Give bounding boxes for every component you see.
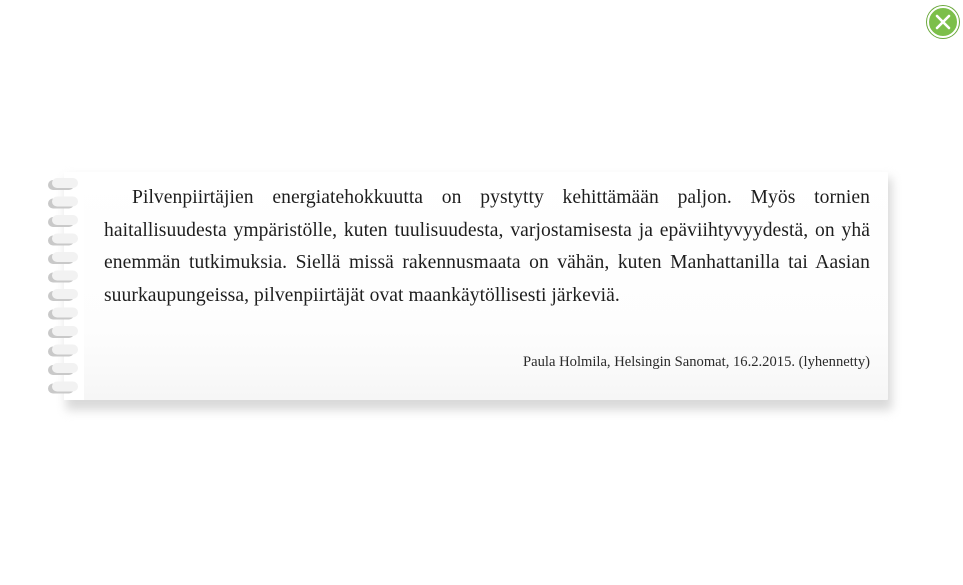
torn-edge-decoration	[44, 172, 84, 400]
quote-paragraph: Pilvenpiirtäjien energiatehokkuutta on pystytty kehittämään paljon. Myös tornien haitallisuudesta ympäristölle, kuten tuulisuudesta, varjostamisesta ja epäviihtyvyydestä, on yhä enemmän tutkimuksia. Siellä missä rakennusmaata on vähän, kuten Manhattanilla tai Aasian suurkaupungeissa, pilvenpiirtäjät ovat maankäytöllisesti järkeviä.	[104, 187, 870, 306]
close-button[interactable]	[927, 6, 959, 38]
close-icon	[929, 8, 957, 36]
quote-source: Paula Holmila, Helsingin Sanomat, 16.2.2015. (lyhennetty)	[523, 354, 870, 370]
quote-note	[44, 168, 894, 414]
